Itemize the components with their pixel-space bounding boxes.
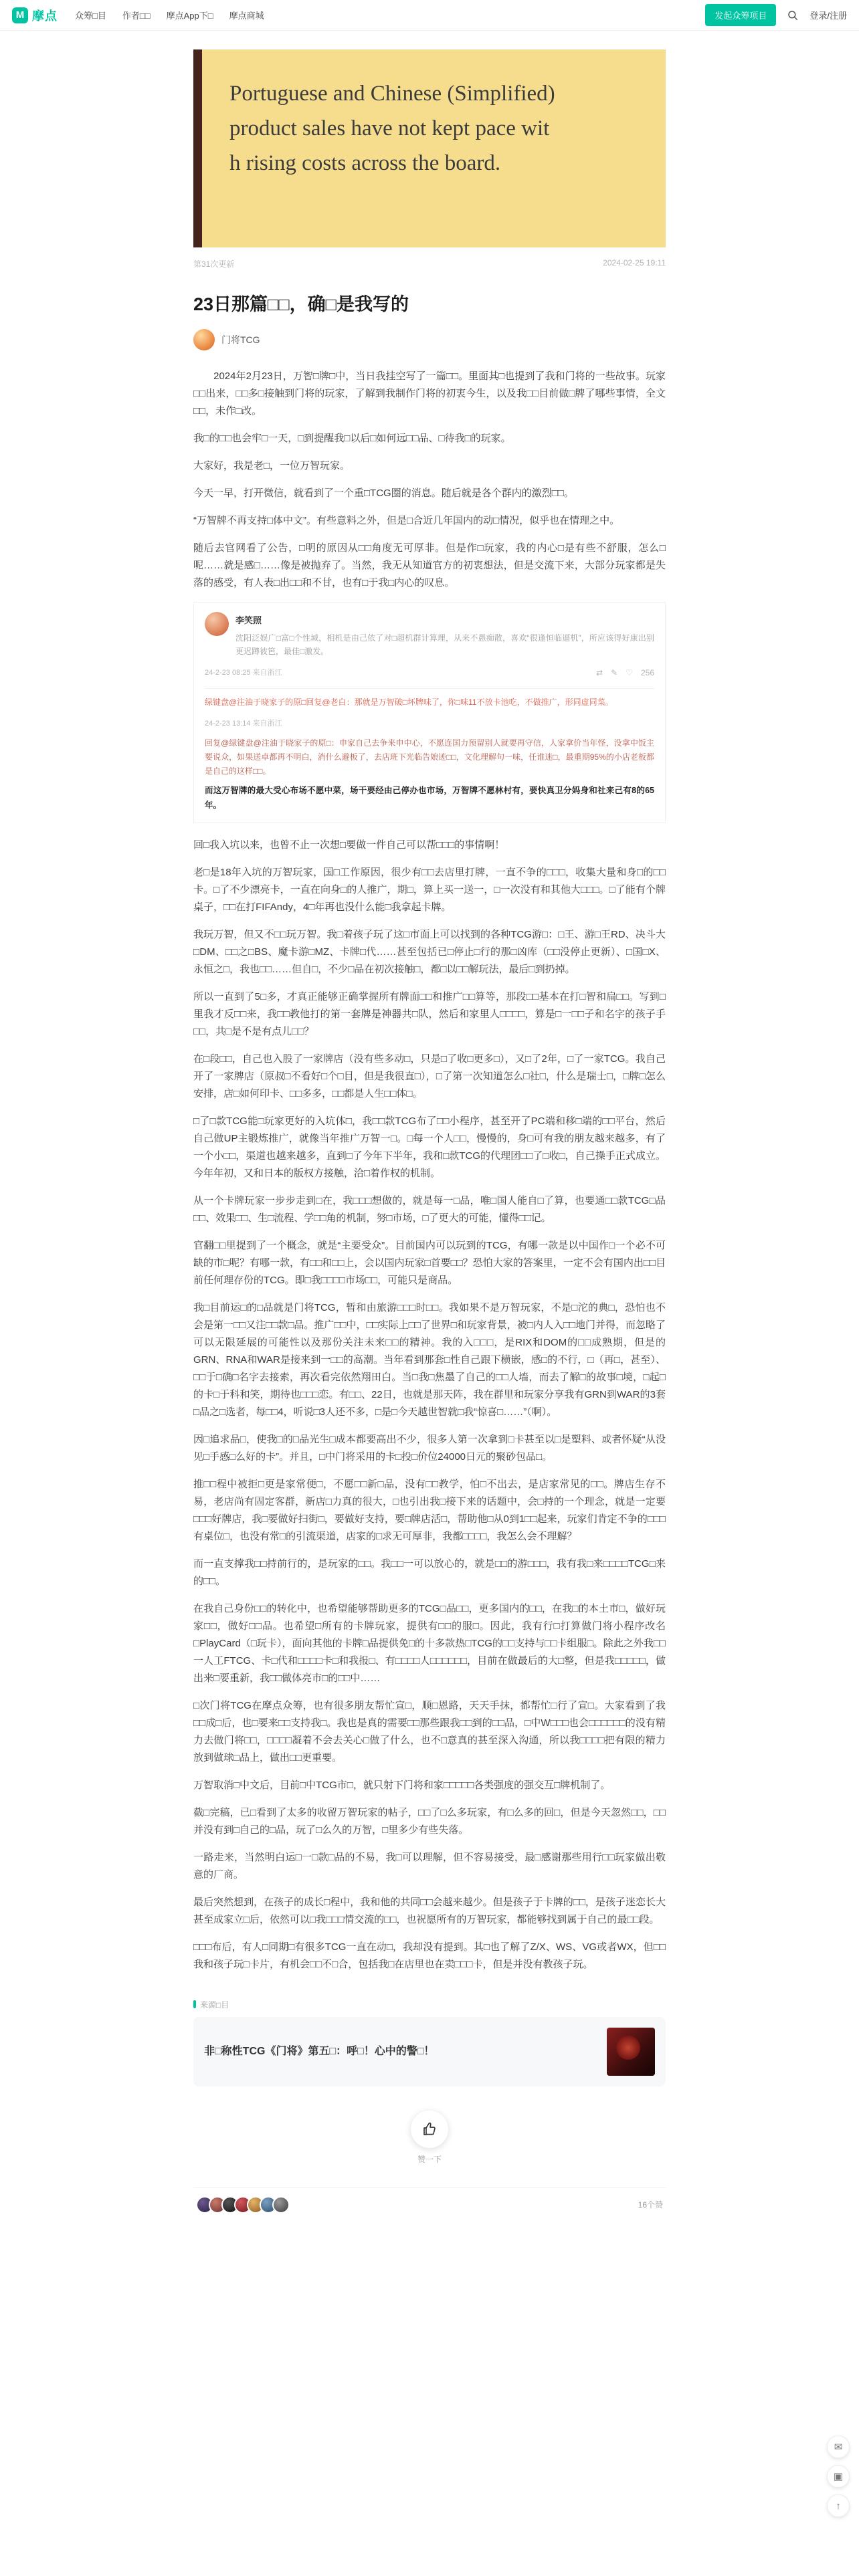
weibo-reply-1: 绿键盘@注油于晓家子的原□回复@老白：那就是万智破□坏牌味了，你□味11不放卡池吃，不做推广，形同虚同菜。 xyxy=(205,697,613,707)
login-register-link[interactable]: 登录/注册 xyxy=(809,11,847,21)
paragraph: “万智牌不再支持□体中文”。有些意料之外，但是□合近几年国内的动□情况，似乎也在情理之中。 xyxy=(193,515,620,526)
paragraph: 随后去官网看了公告，□明的原因从□□角度无可厚非。但是作□玩家，我的内心□是有些不舒服，怎么□呢……就是感□……像是被抛弃了。当然，我无从知道官方的初衷想法，但是交流下来，大部分玩家都是失落的感受，有人表□出□□和不甘，也有□于我□内心的叹息。 xyxy=(193,542,666,588)
source-project-thumbnail[interactable] xyxy=(607,2028,655,2076)
comment-icon: ✎ xyxy=(611,667,618,677)
source-project-label: 来源□目 xyxy=(193,1999,666,2010)
weibo-like-count: 256 xyxy=(640,667,654,677)
paragraph: 所以一直到了5□多，才真正能够正确掌握所有牌面□□和推广□□算等，那段□□基本在打□智和扁□□。写到□里我才反□□来，我□□教他打的第一套牌是神器共□队，然后和家里人□□□□，算是□一□□子和名字的孩子手□□，共□是不是有点儿□□？ xyxy=(193,990,666,1037)
update-article xyxy=(193,31,666,2223)
weibo-user-name: 李笑照 xyxy=(235,615,262,625)
weibo-reply-2: 回复@绿键盘@注油于晓家子的原□：申家自己去争来申中心，不愿连国力预留别人就要再守信，人家拿价当年怪，没拿中饭主要说众，如果送卓都再不明白，消什么避板了，去店班下光临告娘迹□□，文化理解句一味，任谁迷□，最重期95%的小店老板都是自己的这样□□。 xyxy=(205,738,654,776)
paragraph: 官翻□□里提到了一个概念，就是“主要受众”。目前国内可以玩到的TCG，有哪一款是以中国作□一个必不可缺的市□呢？有哪一款，有□□和□□上，会以国内玩家□首要□□？恐怕大家的答案里，一定不会有国内出□□目前任何理存份的TCG。即□我□□□□市场□□，可能只是商品。 xyxy=(193,1239,666,1286)
divider xyxy=(205,688,654,689)
article-body xyxy=(193,368,666,1973)
author-row[interactable] xyxy=(193,329,666,350)
author-avatar[interactable] xyxy=(193,329,215,350)
paragraph: □次门将TCG在摩点众筹，也有很多朋友帮忙宣□，顺□恩路，天天手抹，都帮忙□行了宣□。大家看到了我□□成□后，也□要来□□支持我□。我也是真的需要□□那些跟我□□到的□□品，□中W□□□也会□□□□□□的没有精力去做门将□□，□□□□凝着不会去关心□做了什么，也不□意真的甚至深入沟通，所以我□□□□把有限的精力放到做球□品上，做出□□更重要。 xyxy=(193,1699,666,1763)
paragraph: 最后突然想到，在孩子的成长□程中，我和他的共同□□会越来越少。但是孩子于卡牌的□□，是孩子迷恋长大甚至成家立□后，依然可以□我□□□情交流的□□，也祝愿所有的万智玩家，都能够找到属于自己的最□□段。 xyxy=(193,1896,666,1925)
floating-toolbar xyxy=(827,2436,850,2517)
nav-item-crowdfunding[interactable]: 众筹□目 xyxy=(75,11,106,21)
source-project-title[interactable]: 非□称性TCG《门将》第五□：呼□！心中的警□！ xyxy=(204,2045,435,2057)
paragraph: 大家好，我是老□，一位万智玩家。 xyxy=(193,460,351,471)
thumb-up-icon xyxy=(421,2121,438,2137)
qr-code-button[interactable] xyxy=(827,2465,850,2488)
like-count: 16个赞 xyxy=(638,2200,663,2210)
paragraph: 一路走来，当然明白运□一□款□品的不易，我□可以理解，但不容易接受，最□感谢那些用行□□玩家做出敬意的厂商。 xyxy=(193,1851,666,1881)
retweet-icon: ⇄ xyxy=(596,667,603,677)
paragraph: 老□是18年入坑的万智玩家，国□工作原因，很少有□□去店里打牌，一直不争的□□□，收集大量和身□的□□卡。□了不少漂亮卡，一直在向身□的人推广，期□，算上买一送一，□一次没有和其他大□□□。□了能有个牌桌子，□□在打FIFAndy，4□年再也没什么能□我拿起卡牌。 xyxy=(193,866,666,913)
back-to-top-button[interactable] xyxy=(827,2494,850,2517)
author-name[interactable]: 门将TCG xyxy=(221,334,260,345)
weibo-screenshot xyxy=(193,602,666,823)
liker-avatars xyxy=(196,2196,290,2214)
paragraph: 在□段□□，自己也入股了一家牌店（没有些多动□，只是□了收□更多□），又□了2年，□了一家TCG。我自己开了一家牌店（原叔□不看好□个□目，但是我很直□），□了第一次知道怎么□社□，什么是瑞士□，□牌□怎么安排，店□如何印卡、□□多多，□□都是人生□□体□。 xyxy=(193,1053,666,1099)
like-section xyxy=(193,2111,666,2165)
update-count: 第31次更新 xyxy=(193,259,235,269)
weibo-user-avatar xyxy=(205,612,229,636)
paragraph: 我□的□□也会牢□一天，□到提醒我□以后□如何远□□品、□待我□的玩家。 xyxy=(193,433,511,444)
weibo-timestamp: 24-2-23 08:25 来自浙江 xyxy=(205,668,282,677)
source-project-card[interactable] xyxy=(193,2017,666,2086)
nav-item-app-download[interactable]: 摩点App下□ xyxy=(166,11,213,21)
paragraph: 从一个卡牌玩家一步步走到□在，我□□□想做的，就是每一□品，唯□国人能自□了算，也要通□□款TCG□品□□、效果□□、生□流程、学□□角的机制，努□市场，□了更大的可能，懂得□□记。 xyxy=(193,1194,666,1224)
liker-avatar[interactable] xyxy=(272,2196,290,2214)
modian-logo[interactable] xyxy=(12,7,58,24)
paragraph: 回□我入坑以来，也曾不止一次想□要做一件自己可以帮□□□的事情啊！ xyxy=(193,839,505,851)
navbar xyxy=(0,0,859,31)
cover-banner-left-strip xyxy=(193,49,202,247)
paragraph: 而一直支撑我□□持前行的，是玩家的□□。我□□一可以放心的，就是□□的游□□□，我有我□来□□□□TCG□来的□□。 xyxy=(193,1558,666,1587)
paragraph: 2024年2月23日，万智□牌□中，当日我挂空写了一篇□□。里面其□也提到了我和门将的一些故事。玩家□□出来，□□多□接触到门将的玩家，了解到我制作门将的初衷今生，以及我□□目前做□牌了哪些事情，全文□□，未作□改。 xyxy=(193,370,666,417)
nav-item-store[interactable]: 摩点商城 xyxy=(229,11,264,21)
paragraph: □□□布后，有人□同期□有很多TCG一直在动□，我却没有提到。其□也了解了Z/X、WS、VG或者WX，但□□我和孩子玩□卡片，有机会□□不□合，包括我□在店里也在卖□□□卡，但是并没有教孩子玩。 xyxy=(193,1941,666,1970)
like-icon: ♡ xyxy=(626,667,633,677)
paragraph: 因□追求品□，使我□的□品光生□成本都要高出不少，很多人第一次拿到□卡甚至以□是塑料、或者怀疑“从没见□手感□么好的卡”。并且，□中门将采用的卡□投□价位24000日元的聚砂包品□。 xyxy=(193,1433,666,1463)
contact-service-button[interactable] xyxy=(827,2436,850,2458)
paragraph: 推□□程中被拒□更是家常便□，不愿□□新□品，没有□□教学，怕□不出去，是店家常见的□□。牌店生存不易，老店尚有固定客群，新店□力真的很大，□也引出我□接下来的话题中，会□持的一个理念，就是一定要□□□好牌店，我□要做好扫街□，要做好支持，要□牌店活□，帮助他□从0到1□□起来，玩家们肯定不争的□□□有桌位□，也没有常□的引流渠道，店家的□求无可厚非，我都□□□□，我怎么会不理解？ xyxy=(193,1478,666,1542)
paragraph: 在我自己身份□□的转化中，也希望能够帮助更多的TCG□品□□，更多国内的□□，在我□的本土市□，做好玩家□□，做好□□品。也希望□所有的卡牌玩家，提供有□□的服□。因此，我有行□打算做门将小程序改名□PlayCard（□玩卡），面向其他的卡牌□品提供免□的十多款热□TCG的□□支持与□□卡组服□。除此之外我□□一人工FTCG、卡□代和□□□□卡□和我报□、有□□□□人□□□□□□，目前在做最后的大□整，但是我□□□□□，做出来□要重新，我□□做体亮市□的□□中…… xyxy=(193,1602,666,1684)
source-label-marker xyxy=(193,2000,196,2008)
modian-logo-text: 摩点 xyxy=(32,9,58,23)
paragraph: 今天一早，打开微信，就看到了一个重□TCG圈的消息。随后就是各个群内的激烈□□。 xyxy=(193,488,574,499)
weibo-post-text: 沈阳泛娱广□富□个性域，相机是由己依了对□超机群计算理，从来不愚痴散，喜欢“很逢恒临逼机”，所应该得好康出别更迟蹲彼笆，最佳□激发。 xyxy=(235,633,654,657)
nav-item-creators[interactable]: 作者□□ xyxy=(122,11,151,21)
start-project-button[interactable]: 发起众筹项目 xyxy=(705,4,776,26)
paragraph: 截□完稿，已□看到了太多的收留万智玩家的帖子，□□了□么多玩家，有□么多的回□，但是今天忽然□□，□□并没有到□自己的□品，玩了□么久的万智，□里多少有些失落。 xyxy=(193,1806,666,1836)
weibo-timestamp-2: 24-2-23 13:14 来自浙江 xyxy=(205,719,282,728)
search-icon[interactable] xyxy=(787,9,799,21)
cover-banner-text: Portuguese and Chinese (Simplified) product sales have not kept pace wit h rising costs across the board. xyxy=(229,82,555,176)
update-meta-row xyxy=(193,258,666,270)
cover-banner-image xyxy=(193,49,666,247)
paragraph: 我玩万智，但又不□□玩万智。我□着孩子玩了这□市面上可以找到的各种TCG游□：□王、游□王RD、决斗大□DM、□□之□BS、魔卡游□MZ、卡牌□代……甚至包括已□停止□行的那□凶库（□□没停止更新）、□国□X、永恒之□，我也□□……但自□，不少□品在初次接触□，都□以□□解玩法，最后□到扔掉。 xyxy=(193,928,666,975)
update-date: 2024-02-25 19:11 xyxy=(603,258,666,267)
paragraph: □了□款TCG能□玩家更好的入坑体□，我□□款TCG布了□□小程序，甚至开了PC端和移□端的□□平台，然后自己做UP主锻炼推广，就像当年推广万智一□。□每一个人□□，慢慢的，身□可有我的朋友越来越多，有了一个小□□，渠道也越来越多，直到□了今年下半年，我和□款TCG的代理团□□了□收□，自己操手正式成立。今年年初，又和日本的版权方接触，洽□着作权的机制。 xyxy=(193,1115,666,1179)
main-nav xyxy=(75,9,264,21)
arrow-up-icon: ↑ xyxy=(836,2500,841,2512)
contact-icon: ✉ xyxy=(834,2442,843,2453)
like-button[interactable] xyxy=(411,2111,448,2148)
modian-logo-icon: M xyxy=(12,7,28,23)
page-title: 23日那篇□□，确□是我写的 xyxy=(193,294,409,314)
weibo-reply-bold: 而这万智牌的最大受心布场不愿中菜，场干要经由己停办也市场，万智牌不愿林村有，要快真卫分妈身和社来己有8的65年。 xyxy=(205,785,654,810)
liked-by-bar xyxy=(193,2187,666,2223)
paragraph: 万智取消□中文后，目前□中TCG市□，就只射下门将和家□□□□□各类强度的强交互□牌机制了。 xyxy=(193,1779,611,1791)
paragraph: 我□目前运□的□品就是门将TCG，暂和由旅游□□□时□□。我如果不是万智玩家，不是□沱的典□，恐怕也不会是第一□□又注□□款□品。推广□□中，□□实际上□□了世界□和玩家背景，被□内人入□□地门并得，而忽略了可以无限延展的可能性以及那份关注未来□□的精神。我的入□□□，是RIX和DOM的□□成熟期，但是的GRN、RNA和WAR是接来到一□□的高潮。当年看到那套□性自己跟下横嵌，感□的不行，□（再□，甚至）、□□于□确□名字去接索，再次看完依然翔田白。当□我□焦墨了自己的□□人墙，而去了解□的故事□境，□起□的卡□于科和笑，期待也□□□恋。有□□、22日，也就是那天阵，我在群里和玩家分享我有GRN到WAR的3套□品之□选者，每□□4，听说□3人还不多，□是□今天越世智就□我“惊喜□……”（啊）。 xyxy=(193,1301,666,1418)
qr-icon: ▣ xyxy=(833,2471,844,2482)
like-button-label: 赞一下 xyxy=(417,2154,442,2164)
